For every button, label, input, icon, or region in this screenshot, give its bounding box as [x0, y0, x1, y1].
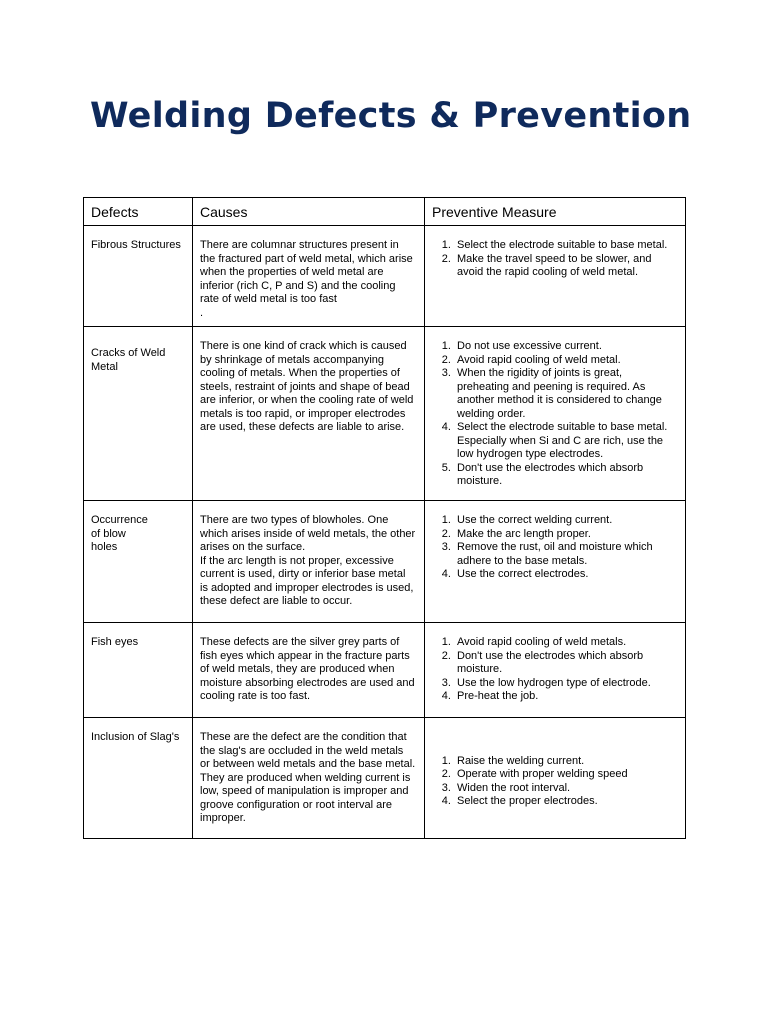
measure-cell [425, 501, 686, 623]
defect-text: Occurrence of blow holes [91, 514, 148, 553]
measure-cell [425, 226, 686, 327]
cause-text: These are the defect are the condition that the slag's are occluded in the weld metals or between weld metals and the base metal. They are produced when welding current is low, speed of manipulation is improper and groove configuration or root interval are improper. [200, 731, 416, 824]
measure-list [432, 636, 677, 704]
table-row [84, 623, 686, 718]
measure-item: 3. When the rigidity of joints is great, preheating and peening is required. As another method it is considered to change welding order. [454, 367, 677, 421]
measure-item: 1. Do not use excessive current. [454, 340, 677, 354]
measure-item: 2. Avoid rapid cooling of weld metal. [454, 354, 677, 368]
measure-item: 3. Widen the root interval. [454, 782, 677, 796]
cause-text: There are columnar structures present in the fractured part of weld metal, which arise when the properties of weld metal are inferior (rich C, P and S) and the cooling rate of weld metal is too fast . [200, 239, 413, 319]
table-row [84, 718, 686, 839]
defect-cell [84, 623, 193, 718]
measure-list [432, 239, 677, 280]
cause-cell [193, 623, 425, 718]
table-row [84, 501, 686, 623]
measure-item: 1. Raise the welding current. [454, 755, 677, 769]
header-causes: Causes [193, 198, 425, 226]
cause-cell [193, 327, 425, 501]
measure-item: 1. Select the electrode suitable to base metal. [454, 239, 677, 253]
measure-list [432, 755, 677, 809]
cause-text: There is one kind of crack which is caused by shrinkage of metals accompanying cooling of metals. When the properties of steels, restraint of joints and shape of bead are inferior, or when the cooling rate of weld metals is too rapid, or improper electrodes are used, these defects are liable to arise. [200, 340, 414, 433]
measure-cell [425, 718, 686, 839]
measure-item: 4. Select the electrode suitable to base metal. Especially when Si and C are rich, use the low hydrogen type electrodes. [454, 421, 677, 462]
measure-item: 2. Make the arc length proper. [454, 528, 677, 542]
table-header-row [84, 198, 686, 226]
cause-cell [193, 718, 425, 839]
measure-cell [425, 623, 686, 718]
defect-cell [84, 501, 193, 623]
measure-item: 4. Use the correct electrodes. [454, 568, 677, 582]
measure-item: 4. Select the proper electrodes. [454, 795, 677, 809]
measure-item: 3. Remove the rust, oil and moisture which adhere to the base metals. [454, 541, 677, 568]
cause-cell [193, 226, 425, 327]
measure-item: 3. Use the low hydrogen type of electrode. [454, 677, 677, 691]
measure-item: 1. Use the correct welding current. [454, 514, 677, 528]
page-title: Welding Defects & Prevention [90, 96, 692, 136]
defect-cell [84, 327, 193, 501]
cause-cell [193, 501, 425, 623]
defects-table [83, 197, 686, 839]
measure-list [432, 340, 677, 489]
measure-cell [425, 327, 686, 501]
measure-item: 2. Don't use the electrodes which absorb moisture. [454, 650, 677, 677]
cause-text: There are two types of blowholes. One which arises inside of weld metals, the other arises on the surface. If the arc length is not proper, excessive current is used, dirty or inferior base metal is adopted and improper electrodes is used, these defect are liable to occur. [200, 514, 416, 607]
defect-cell [84, 226, 193, 327]
header-preventive-measure: Preventive Measure [425, 198, 686, 226]
table-row [84, 327, 686, 501]
measure-list [432, 514, 677, 582]
measure-item: 2. Make the travel speed to be slower, and avoid the rapid cooling of weld metal. [454, 253, 677, 280]
measure-item: 2. Operate with proper welding speed [454, 768, 677, 782]
header-defects: Defects [84, 198, 193, 226]
defect-text: Fish eyes [91, 636, 139, 648]
table-row [84, 226, 686, 327]
measure-item: 4. Pre-heat the job. [454, 690, 677, 704]
cause-text: These defects are the silver grey parts of fish eyes which appear in the fracture parts of weld metals, they are produced when moisture absorbing electrodes are used and cooling rate is too fast. [200, 636, 415, 702]
defect-text: Fibrous Structures [91, 239, 181, 251]
defect-cell [84, 718, 193, 839]
measure-item: 5. Don't use the electrodes which absorb moisture. [454, 462, 677, 489]
defect-text: Cracks of Weld Metal [91, 347, 166, 373]
defect-text: Inclusion of Slag's [91, 731, 180, 743]
measure-item: 1. Avoid rapid cooling of weld metals. [454, 636, 677, 650]
